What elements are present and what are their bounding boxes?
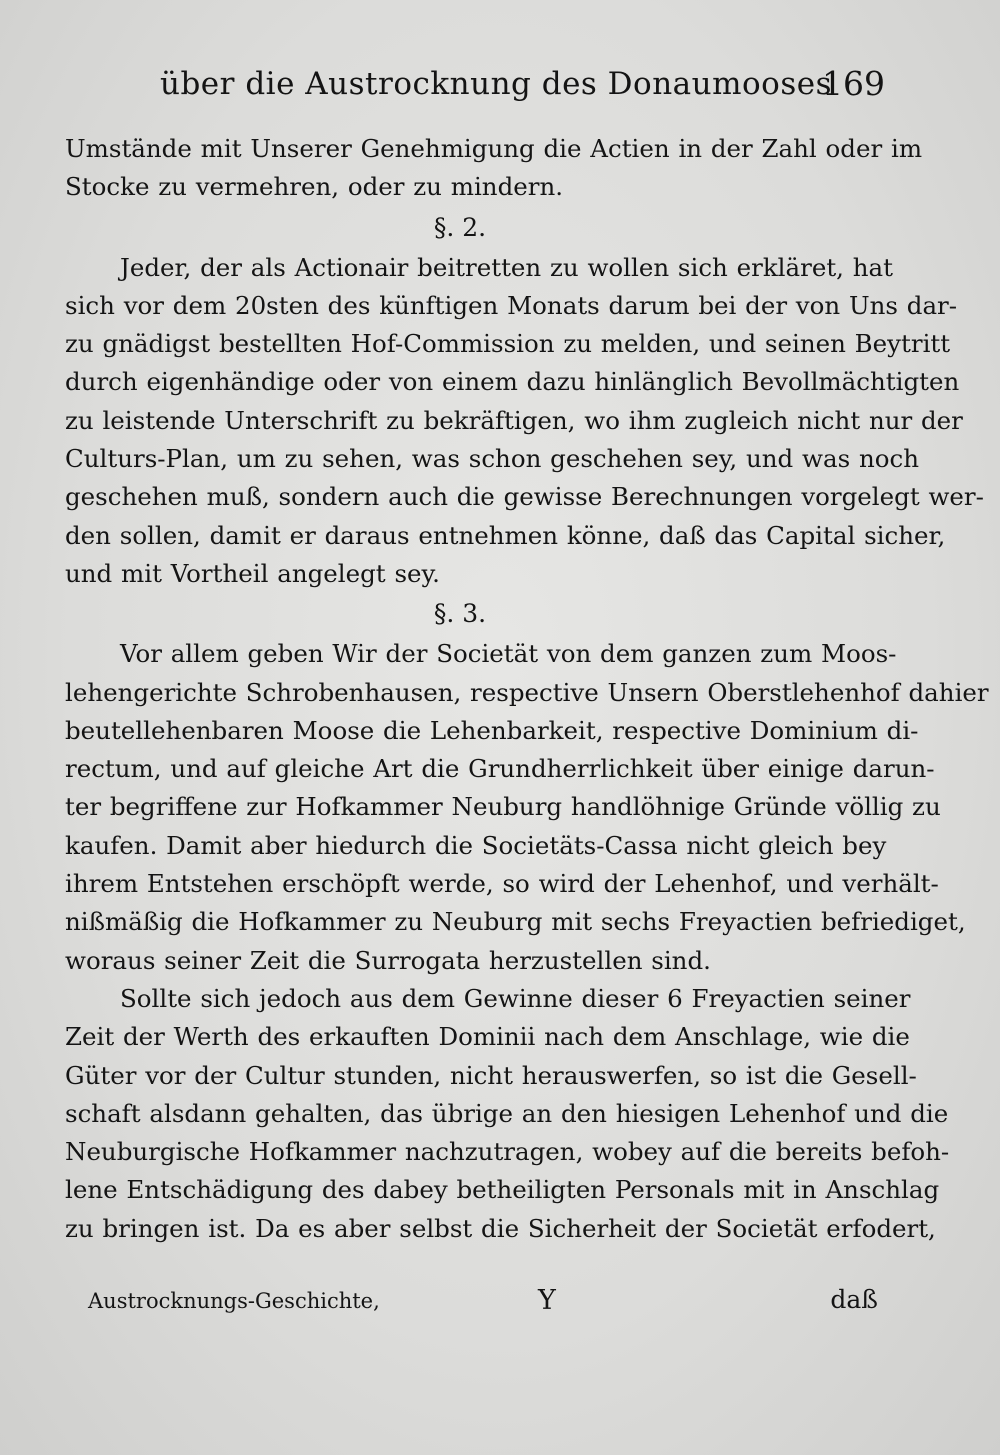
section-heading-3: §. 3. [433,599,487,629]
running-title: über die Austrocknung des Donaumooses [160,66,832,102]
text-line: sich vor dem 20sten des künftigen Monats darum bei der von Uns dar- [65,290,958,320]
text-line: durch eigenhändige oder von einem dazu hinlänglich Bevollmächtigten [65,367,960,397]
text-line: Zeit der Werth des erkauften Dominii nach dem Anschlage, wie die [65,1022,910,1052]
text-line: und mit Vortheil angelegt sey. [65,558,440,588]
text-line: zu gnädigst bestellten Hof-Commission zu melden, und seinen Beytritt [65,329,951,359]
body-text [65,130,989,1248]
text-line: Umstände mit Unserer Genehmigung die Actien in der Zahl oder im [65,134,923,163]
page-number: 169 [822,64,885,103]
page-footer [88,1283,878,1323]
catchword: daß [830,1285,878,1314]
text-line: Jeder, der als Actionair beitretten zu wollen sich erkläret, hat [120,252,893,282]
text-line: lene Entschädigung des dabey betheiligten Personals mit in Anschlag [65,1175,940,1205]
page-header [65,62,885,106]
signature-mark: Austrocknungs-Geschichte, [88,1289,380,1313]
text-line: zu bringen ist. Da es aber selbst die Sicherheit der Societät erfodert, [65,1213,936,1243]
text-line: Vor allem geben Wir der Societät von dem ganzen zum Moos- [120,639,897,669]
text-line: rectum, und auf gleiche Art die Grundherrlichkeit über einige darun- [65,754,935,784]
text-line: woraus seiner Zeit die Surrogata herzustellen sind. [65,945,711,975]
text-line: Stocke zu vermehren, oder zu mindern. [65,172,564,202]
text-line: schaft alsdann gehalten, das übrige an den hiesigen Lehenhof und die [65,1098,949,1128]
text-line: Sollte sich jedoch aus dem Gewinne dieser 6 Freyactien seiner [120,983,911,1013]
text-line: beutellehenbaren Moose die Lehenbarkeit, respective Dominium di- [65,715,919,745]
signature-letter: Y [538,1285,556,1316]
text-line: lehengerichte Schrobenhausen, respective Unsern Oberstlehenhof dahier [65,677,989,707]
text-line: nißmäßig die Hofkammer zu Neuburg mit sechs Freyactien befriediget, [65,907,966,937]
section-heading-2: §. 2. [433,212,487,242]
text-line: zu leistende Unterschrift zu bekräftigen, wo ihm zugleich nicht nur der [65,405,963,435]
text-line: Culturs-Plan, um zu sehen, was schon geschehen sey, und was noch [65,444,919,474]
text-line: Neuburgische Hofkammer nachzutragen, wobey auf die bereits befoh- [65,1137,950,1167]
text-line: ter begriffene zur Hofkammer Neuburg handlöhnige Gründe völlig zu [65,792,941,822]
text-line: kaufen. Damit aber hiedurch die Societäts-Cassa nicht gleich bey [65,830,887,860]
text-line: geschehen muß, sondern auch die gewisse Berechnungen vorgelegt wer- [65,482,984,512]
text-line: den sollen, damit er daraus entnehmen könne, daß das Capital sicher, [65,520,946,550]
text-line: Güter vor der Cultur stunden, nicht herauswerfen, so ist die Gesell- [65,1060,917,1090]
text-line: ihrem Entstehen erschöpft werde, so wird der Lehenhof, und verhält- [65,869,939,899]
